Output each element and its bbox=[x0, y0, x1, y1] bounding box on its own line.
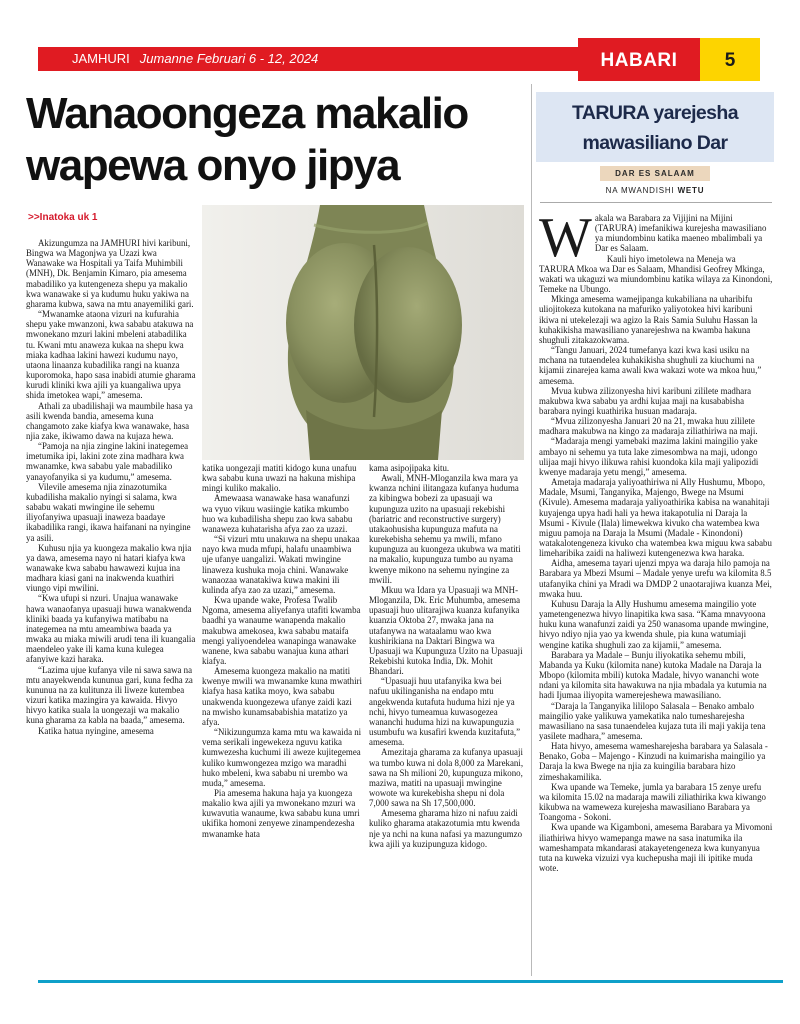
drop-cap: W bbox=[539, 213, 592, 269]
story-column-2 bbox=[202, 463, 362, 973]
paragraph: Vilevile amesema njia zinazotumika kubadilisha makalio nyingi si salama, kwa sababu wakati mwingine ile sehemu iliyofanyiwa upasuaji inaweza baadaye ikabadilika rangi, ikawa haifanani na nyingine ya asili. bbox=[26, 481, 191, 543]
paragraph: “Upasuaji huu utafanyika kwa bei nafuu ukilinganisha na endapo mtu angekwenda kutafuta huduma hizi nje ya nchi, hivyo tumeamua kuwasogezea wananchi huduma hizi na kuwapunguzia usumbufu wa kusafiri kwenda kuzitafuta,” amesema. bbox=[369, 676, 521, 748]
header-dateline bbox=[72, 51, 318, 66]
paragraph: katika uongezaji matiti kidogo kuna unafuu kwa sababu kuna uwazi na hakuna mishipa mingi kuliko makalio. bbox=[202, 463, 357, 494]
lead-paragraph bbox=[539, 213, 773, 269]
paragraph: Ametaja madaraja yaliyoathiriwa ni Ally Hushumu, Mbopo, Madale, Msumi, Tanganyika, Majengo, Bwege na Msumi (Kivule). Amesema madaraja yaliyoathirika kabisa na wanahitaji kuyajenga upya hadi hali ya hewa itakapotulia ni Daraja la Msumi - Kivule (Ilala) limewekwa kivuko cha watembea kwa miguu pamoja na Daraja la Msumi (Madale - Kinondoni) watakalotengeneza kivuko cha watembea kwa miguu kwa sababu limeharibika zaidi na haliwezi kutengenezwa kwa haraka. bbox=[539, 477, 772, 559]
paragraph: Pia amesema hakuna haja ya kuongeza makalio kwa ajili ya mwonekano mzuri wa kuwavutia wanaume, kwa sababu kuna umri ukifika homoni zenyewe zinampendezesha mwanamke hata bbox=[202, 788, 360, 839]
paragraph: Katika hatua nyingine, amesema bbox=[38, 725, 154, 736]
paragraph: Amezitaja gharama za kufanya upasuaji wa tumbo kuwa ni dola 8,000 za Marekani, sawa na Sh milioni 20, kupunguza mikono, maziwa, matiti na upasuaji mwingine wowote wa kurekebisha shepu ni dola 7,000 sawa na Sh 17,500,000. bbox=[369, 747, 524, 809]
paragraph: Kwa upande wa Kigamboni, amesema Barabara ya Mivomoni iliathiriwa hivyo wamepanga mawe na sasa inatumika ila wameshampata mkandarasi atakayetengeneza kwa kunyanyua tuta na kuweka vizuizi vya kuchepusha maji ili ipitike muda wote. bbox=[539, 822, 773, 873]
paragraph: “Mwanamke ataona vizuri na kufurahia shepu yake mwanzoni, kwa sababu atakuwa na mwonekano mzuri lakini mbeleni atabadilika tu. Kwani mtu anaweza kukaa na shepu kwa miaka kadhaa lakini hawezi kudumu nayo, utaona linaanza kubadilika rangi na kuanza kuporomoka, hapo sasa inabidi atumie gharama kurudi kliniki kwa ajili ya kuangaliwa upya shida imetokea wapi,” amesema. bbox=[26, 309, 196, 401]
paragraph: Mkinga amesema wamejipanga kukabiliana na uharibifu uliojitokeza kutokana na mafuriko yaliyotokea hivi karibuni ikiwa ni utekelezaji wa agizo la Rais Samia Suluhu Hassan la kuhakikisha mawasiliano yanarejeshwa na kwamba hakuna shughuli zitakazokwama. bbox=[539, 294, 758, 345]
paragraph: “Mvua zilizonyesha Januari 20 na 21, mwaka huu zililete madhara makubwa na kingo za madaraja ziliathiriwa na maji. bbox=[539, 416, 758, 437]
paragraph: Aidha, amesema tayari ujenzi mpya wa daraja hilo pamoja na Barabara ya Mbezi Msumi – Madale yenye urefu wa kilomita 8.5 utafanyika chini ya Mradi wa DMDP 2 unaotarajiwa kuanza Mei, mwaka huu. bbox=[539, 558, 772, 599]
paragraph: Kwa upande wa Temeke, jumla ya barabara 15 zenye urefu wa kilomita 15.02 na madaraja mawili ziliathirika kwa kiwango kikubwa na wameweza kurejesha mawasiliano Barabara ya Toangoma - Sokoni. bbox=[539, 781, 766, 823]
story-column-1 bbox=[26, 238, 196, 973]
paragraph: Kuhusu njia ya kuongeza makalio kwa njia ya dawa, amesema nayo ni hatari kiafya kwa wanawake kwa sababu hawawezi kujua ina madhara kiasi gani na inakwenda kuathiri viungo vipi mwilini. bbox=[26, 542, 192, 594]
paragraph: “Kwa ufupi si nzuri. Unajua wanawake hawa wanaofanya upasuaji huwa wanakwenda kliniki baada ya kufanyiwa matibabu na inategemea na mtu amеambiwa baada ya mwaka au miaka miwili arudi tena ili kuangalia maendeleo yake ili kama kuna kulegea afanyiwe kazi haraka. bbox=[26, 593, 196, 665]
footer-rule bbox=[38, 980, 783, 983]
paragraph: “Lazima ujue kufanya vile ni sawa sawa na mtu anayekwenda kununua gari, kuna fedha za kununua na za kulitunza ili liweze kutembea vizuri katika mazingira ya kawaida. Hivyo hivyo katika suala la uongezaji wa makalio kuna gharama za kabla na baada,” amesema. bbox=[26, 664, 193, 726]
paragraph: “Daraja la Tanganyika lililopo Salasala – Benako ambalo maingilio yake yalikuwa yamekatika nalo tumeshareјesha mawasiliano na sasa tunaendelea kujaza tuta ili maji yakija tena yasilete madhara,” amesema. bbox=[539, 700, 766, 741]
continued-from-marker: >>Inatoka uk 1 bbox=[28, 212, 98, 223]
story-column-3 bbox=[369, 463, 524, 973]
main-headline: Wanaoongeza makalio wapewa onyo jipya bbox=[26, 89, 468, 190]
section-label: HABARI bbox=[578, 38, 700, 81]
column-divider bbox=[531, 84, 532, 976]
page-header bbox=[0, 38, 800, 86]
paragraph: Kuhusu Daraja la Ally Hushumu amesema maingilio yote yametengenezwa hivyo linapitika kwa sasa. “Kama mnavyoona huku kuna wanafunzi zaidi ya 250 wanasoma upande mwingine, hivyo ndiyo njia yao ya kwenda shule, pia kuna watumiaji wengine katika shughuli zao za kijamii,” amesema. bbox=[539, 598, 769, 650]
paragraph: Mkuu wa Idara ya Upasuaji wa MNH-Mloganzila, Dk. Eric Muhumba, amesema upasuaji huo ulitarajiwa kuanza kufanyika kuanzia Oktoba 27, mwaka jana na utafanywa na wataalamu wao kwa kushirikiana na Daktari Bingwa wa Upasuaji wa Kupunguza Uzito na Upasuaji Rekebishi kutoka India, Dk. Mohit Bhandari. bbox=[369, 584, 523, 677]
paragraph: “Nikizungumza kama mtu wa kawaida ni vema serikali ingewekeza nguvu katika kumwezesha kuchumi ili aweze kujitegemea kuliko kumwongezea mzigo wa maradhi huko mbeleni, kwa sababu ni urembo wa muda,” amesema. bbox=[202, 727, 362, 788]
paragraph: Amewaasa wanawake hasa wanafunzi wa vyuo vikuu wasiingie katika mkumbo huo wa kubadilisha shepu zao kwa sababu wanaweza kuhatarisha afya zao za uzazi. bbox=[202, 493, 353, 534]
paragraph: Athali za ubadilishaji wa maumbile hasa ya asili kwenda bandia, amesema kuna changamoto zake kiafya kwa wanawake, hasa njia zake, ikiwamo dawa na kujaza hewa. bbox=[26, 400, 193, 441]
paragraph: Kauli hiyo imetolewa na Meneja wa TARURA Mkoa wa Dar es Salaam, Mhandisi Geofrey Mkinga, wakati wa ukaguzi wa miundombinu katika wilaya za Kinondoni, Temeke na Ubungo. bbox=[539, 253, 773, 295]
sidebar-divider bbox=[540, 202, 772, 203]
paragraph: Barabara ya Madale – Bunju iliyokatika sehemu mbili, Mabanda ya Kuku (kilomita nane) kutoka Madale na Daraja la Mbopo (kilomita mbili) kutoka Madale, hivyo wananchi wote ndani ya kilomita sita hawakuwa na njia mbadala ya kutumia na hadi Ijumaa iliyopita wamerejeshewa mawasiliano. bbox=[539, 649, 767, 701]
paragraph: Mvua kubwa zilizonyesha hivi karibuni zililete madhara makubwa kwa sababu ya ardhi kujaa maji na kusababisha barabara nyingi kuathirika husuan madaraja. bbox=[539, 385, 752, 416]
paragraph: Amesema kuongeza makalio na matiti kwenye mwili wa mwanamke kuna mwathiri kiafya hasa katika moyo, kwa sababu unakwenda kuongezewa ufanye zaidi kazi na mwisho kunamsababishia matatizo ya afya. bbox=[202, 666, 362, 727]
issue-date: Jumanne Februari 6 - 12, 2024 bbox=[139, 51, 319, 66]
paragraph: Amesema gharama hizo ni nafuu zaidi kuliko gharama atakazotumia mtu kwenda nje ya nchi na kuna nafasi ya mazungumzo kwa ajili ya kuzipunguza kidogo. bbox=[369, 808, 523, 849]
paragraph: Awali, MNH-Mloganzila kwa mara ya kwanza nchini ilitangaza kufanya huduma za kibingwa bobezi za upasuaji wa kupunguza uzito na upasuaji rekebishi (bariatric and reconstructive surgery) utakaohusisha kupunguza mafuta na kurekebisha sehemu ya mwili, mfano kupunguza au kuongeza ukubwa wa matiti na makalio, kupunguza tumbo au nyama kwenye mikono na sehemu nyingine za mwili. bbox=[369, 473, 521, 585]
paper-name: JAMHURI bbox=[72, 51, 130, 66]
page-number: 5 bbox=[700, 38, 760, 81]
paragraph: Hata hivyo, amesema wameshareјesha barabara ya Salasala - Benako, Goba – Majengo - Kinzudi na kuimarisha maingilio ya Daraja la kwa Bwege na njia za kuingilia barabara hizo zimeshakamilika. bbox=[539, 741, 768, 782]
paragraph: Kwa upande wake, Profesa Twalib Ngoma, amesema aliyefanya utafiti kwamba baadhi ya wanaume wanapenda makalio makubwa amekosea, kwa sababu mataifa mengi yaliyoendelea wanapinga wanawake wanene, kwa sababu wanajua kuna athari kiafya. bbox=[202, 595, 361, 666]
article-photo bbox=[202, 205, 524, 460]
sidebar-byline bbox=[536, 186, 774, 195]
paragraph: “Si vizuri mtu unakuwa na shepu unakaa nayo kwa muda mfupi, halafu unaambiwa uje ufanye uangalizi. Wakati mwingine linaweza kushuka moja chini. Wanawake wanaozaa wanatakiwa kuwa makini ili kulinda afya zao za uzazi,” amesema. bbox=[202, 534, 360, 595]
paragraph: kama asipojipaka kitu. bbox=[369, 463, 450, 473]
byline-prefix: NA MWANDISHI bbox=[605, 186, 675, 195]
paragraph: “Madaraja mengi yamebaki mazima lakini maingilio yake ambayo ni sehemu ya tuta lake zimesombwa na maji, udongo ulijaa maji hivyo ilikuwa rahisi kuondoka kila maji yalipozidi kwenye madaraja yetu mengi,” amesema. bbox=[539, 436, 759, 477]
sidebar-dateline: DAR ES SALAAM bbox=[600, 166, 710, 181]
sidebar-headline: TARURA yarejesha mawasiliano Dar bbox=[572, 102, 738, 154]
paragraph: “Pamoja na njia zingine lakini inategemea imetumika ipi, lakini zote zina madhara kwa mwanamke, kwa sababu yale mabadiliko yanayofanyika si ya kudumu,” amesema. bbox=[26, 441, 189, 482]
byline-name: WETU bbox=[677, 186, 705, 195]
paragraph: “Tangu Januari, 2024 tumefanya kazi kwa kasi usiku na mchana na tutaendelea kuhakikisha shughuli za kiuchumi na kijamii zinarejea kama awali kwa wakazi wote wa mkoa huu,” amesema. bbox=[539, 345, 762, 386]
paragraph: Akizungumza na JAMHURI hivi karibuni, Bingwa wa Magonjwa ya Uzazi kwa Wanawake wa Hospitali ya Taifa Muhimbili (MNH), Dk. Benjamin Kimaro, pia amesema mabadiliko ya kutengeneza shepu ya makalio kwa wanawake si ya kudumu huku yakiwa na gharama kubwa, sawa na mtu anayemiliki gari. bbox=[26, 238, 194, 309]
sidebar-story-column bbox=[539, 213, 773, 973]
lead-text: akala wa Barabara za Vijijini na Mijini (TARURA) imefanikiwa kurejesha mawasiliano ya miundombinu katika maeneo mbalimbali ya Dar es Salaam. bbox=[594, 213, 767, 254]
